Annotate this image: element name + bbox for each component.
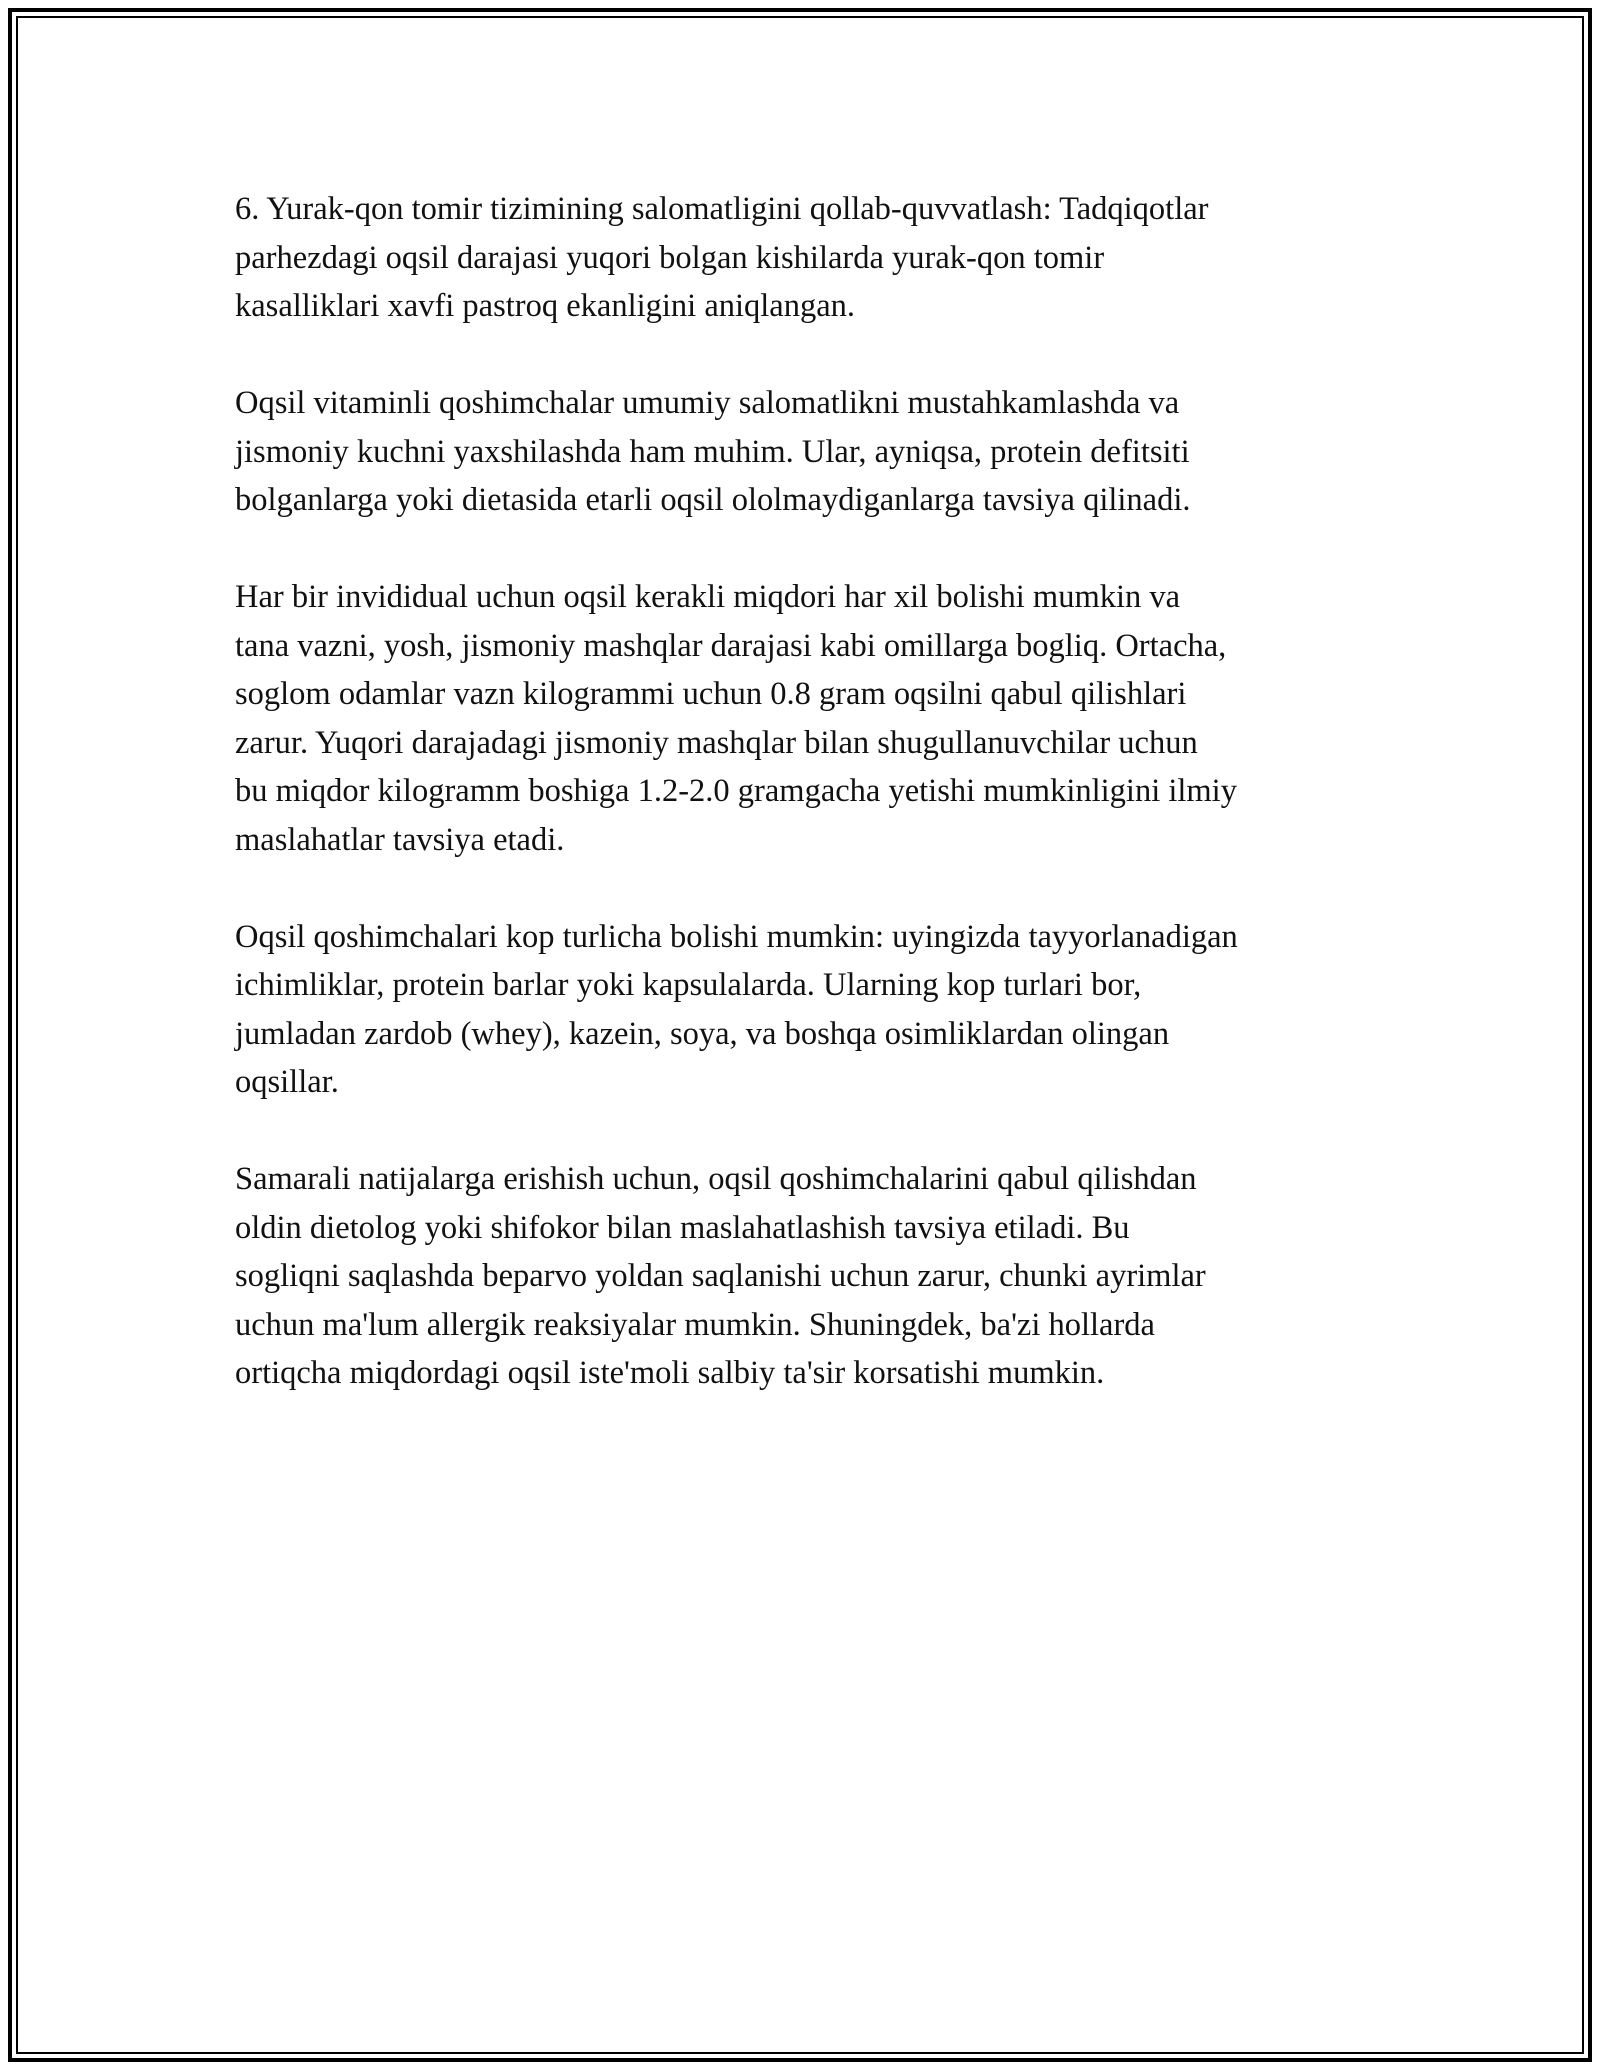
text-line: Har bir invididual uchun oqsil kerakli miqdori har xil bolishi mumkin va [235, 579, 1181, 615]
text-line: ichimliklar, protein barlar yoki kapsulalarda. Ularning kop turlari bor, [235, 967, 1142, 1003]
text-line: bu miqdor kilogramm boshiga 1.2-2.0 gramgacha yetishi mumkinligini ilmiy [235, 773, 1237, 809]
text-line: tana vazni, yosh, jismoniy mashqlar darajasi kabi omillarga bogliq. Ortacha, [235, 627, 1227, 664]
text-line: sogliqni saqlashda beparvo yoldan saqlanishi uchun zarur, chunki ayrimlar [235, 1258, 1206, 1294]
text-line: ortiqcha miqdordagi oqsil iste'moli salbiy ta'sir korsatishi mumkin. [235, 1355, 1105, 1391]
text-line: bolganlarga yoki dietasida etarli oqsil ololmaydiganlarga tavsiya qilinadi. [235, 482, 1191, 518]
text-line: parhezdagi oqsil darajasi yuqori bolgan kishilarda yurak-qon tomir [235, 239, 1105, 276]
text-line: oldin dietolog yoki shifokor bilan maslahatlashish tavsiya etiladi. Bu [235, 1209, 1130, 1246]
text-line: 6. Yurak-qon tomir tizimining salomatligini qollab-quvvatlash: Tadqiqotlar [235, 191, 1209, 227]
text-line: jismoniy kuchni yaxshilashda ham muhim. Ular, ayniqsa, protein defitsiti [235, 433, 1190, 470]
paragraph-supplements-importance [235, 379, 1395, 525]
document-body [235, 185, 1395, 1446]
paragraph-protein-amount [235, 573, 1395, 864]
text-line: Oqsil qoshimchalari kop turlicha bolishi mumkin: uyingizda tayyorlanadigan [235, 918, 1238, 955]
text-line: maslahatlar tavsiya etadi. [235, 821, 565, 858]
text-line: uchun ma'lum allergik reaksiyalar mumkin. Shuningdek, ba'zi hollarda [235, 1306, 1155, 1343]
text-line: oqsillar. [235, 1064, 339, 1100]
paragraph-supplement-types [235, 913, 1395, 1107]
paragraph-cardiovascular [235, 185, 1395, 331]
text-line: jumladan zardob (whey), kazein, soya, va boshqa osimliklardan olingan [235, 1015, 1170, 1052]
text-line: kasalliklari xavfi pastroq ekanligini aniqlangan. [235, 288, 856, 324]
paragraph-consultation [235, 1155, 1395, 1398]
text-line: Oqsil vitaminli qoshimchalar umumiy salomatlikni mustahkamlashda va [235, 385, 1180, 421]
text-line: Samarali natijalarga erishish uchun, oqsil qoshimchalarini qabul qilishdan [235, 1161, 1197, 1197]
text-line: soglom odamlar vazn kilogrammi uchun 0.8 gram oqsilni qabul qilishlari [235, 676, 1187, 712]
text-line: zarur. Yuqori darajadagi jismoniy mashqlar bilan shugullanuvchilar uchun [235, 724, 1198, 761]
